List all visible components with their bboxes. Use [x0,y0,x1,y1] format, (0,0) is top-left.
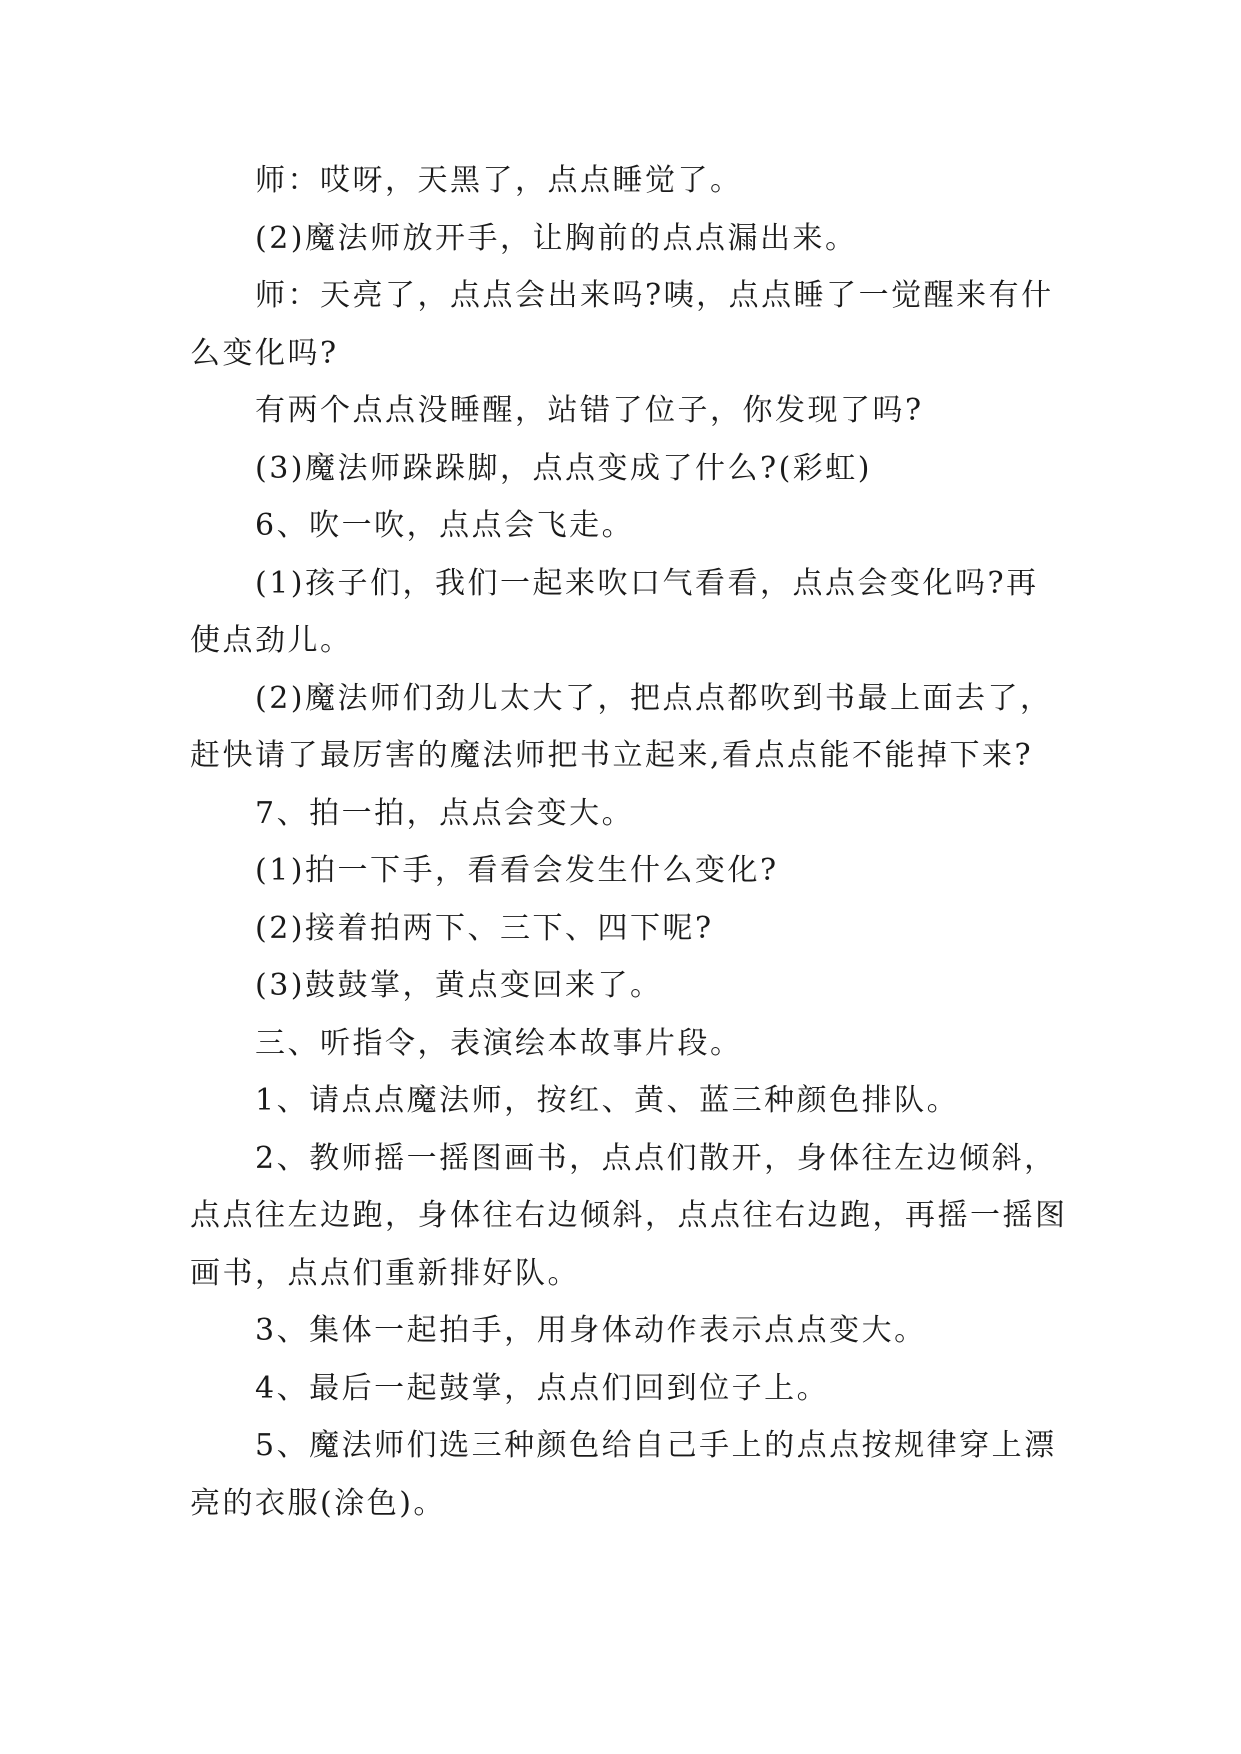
paragraph: 3、集体一起拍手，用身体动作表示点点变大。 [255,1313,927,1348]
paragraph: 6、吹一吹，点点会飞走。 [255,508,635,543]
paragraph: 师：天亮了，点点会出来吗?咦，点点睡了一觉醒来有什么变化吗? [190,278,1054,371]
paragraph: (2)接着拍两下、三下、四下呢? [255,910,714,946]
paragraph: 4、最后一起鼓掌，点点们回到位子上。 [255,1370,830,1406]
paragraph: (1)孩子们，我们一起来吹口气看看，点点会变化吗?再使点劲儿。 [190,565,1039,658]
document-body [190,152,1070,1532]
paragraph: 师：哎呀，天黑了，点点睡觉了。 [255,163,743,198]
paragraph: (2)魔法师们劲儿太大了，把点点都吹到书最上面去了，赶快请了最厉害的魔法师把书立起来,看点点能不能掉下来? [190,680,1053,773]
paragraph: 5、魔法师们选三种颜色给自己手上的点点按规律穿上漂亮的衣服(涂色)。 [190,1428,1057,1521]
paragraph: (1)拍一下手，看看会发生什么变化? [255,853,779,888]
paragraph: 三、听指令，表演绘本故事片段。 [255,1025,743,1061]
paragraph: (3)鼓鼓掌，黄点变回来了。 [255,968,663,1003]
paragraph: (3)魔法师跺跺脚，点点变成了什么?(彩虹) [255,450,872,486]
paragraph: 7、拍一拍，点点会变大。 [255,795,635,831]
paragraph: 2、教师摇一摇图画书，点点们散开，身体往左边倾斜，点点往左边跑，身体往右边倾斜，点点往右边跑，再摇一摇图画书，点点们重新排好队。 [190,1140,1068,1291]
paragraph: (2)魔法师放开手，让胸前的点点漏出来。 [255,220,858,256]
paragraph: 1、请点点魔法师，按红、黄、蓝三种颜色排队。 [255,1083,960,1118]
paragraph: 有两个点点没睡醒，站错了位子，你发现了吗? [255,393,924,428]
